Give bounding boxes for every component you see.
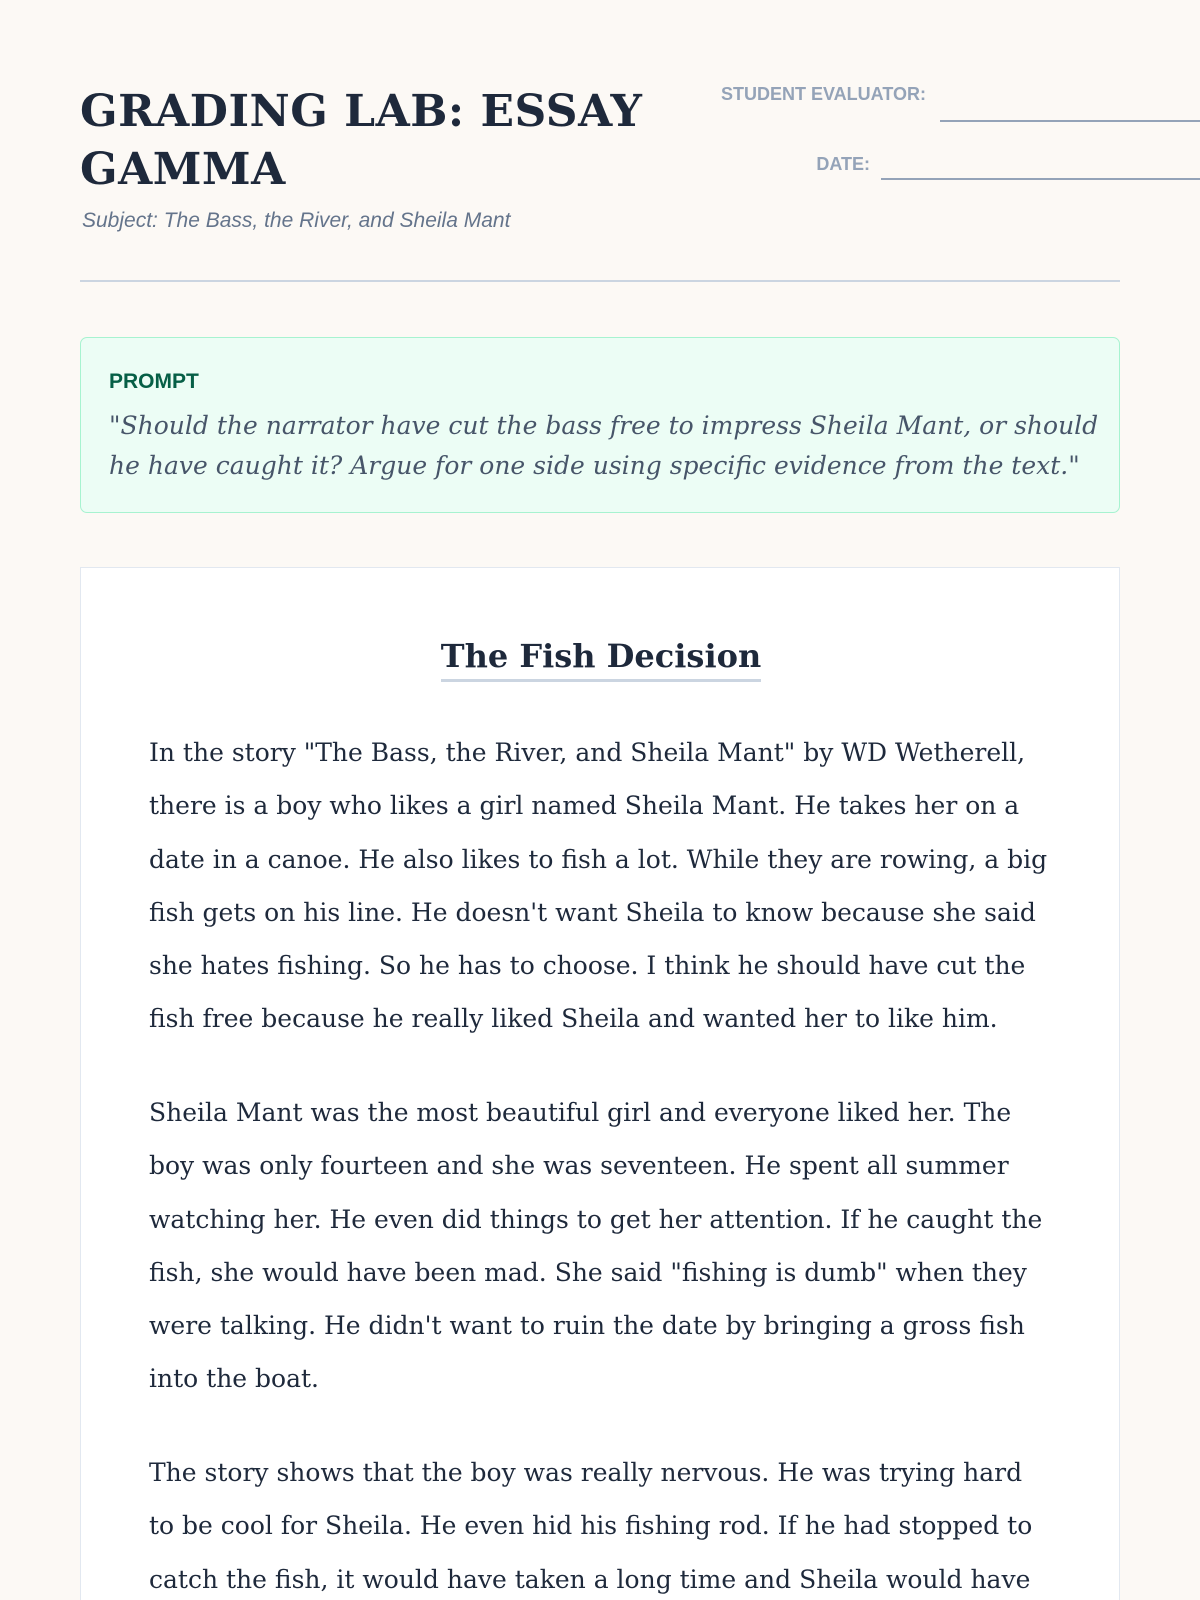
date-label: DATE:	[816, 154, 870, 174]
essay-paragraph-3: The story shows that the boy was really nervous. He was trying hard to be cool for Sheila. He even hid his fishing rod. If he had stopped to catch the fish, it would have taken a long time and Sheila would have	[149, 1458, 1033, 1594]
page-title: GRADING LAB: ESSAY GAMMA	[80, 86, 643, 195]
essay-paragraph-2: Sheila Mant was the most beautiful girl and everyone liked her. The boy was only fourteen and she was seventeen. He spent all summer watching her. He even did things to get her attention. If he caught the fish, she would have been mad. She said "fishing is dumb" when they were talking. He didn't want to ruin the date by bringing a gross fish into the boat.	[149, 1098, 1043, 1394]
prompt-text: "Should the narrator have cut the bass free to impress Sheila Mant, or should he have caught it? Argue for one side using specific evidence from the text."	[109, 411, 1099, 480]
date-field[interactable]	[881, 178, 1200, 180]
student-evaluator-label: STUDENT EVALUATOR:	[721, 84, 926, 104]
prompt-label: PROMPT	[109, 370, 199, 393]
student-evaluator-field[interactable]	[940, 120, 1200, 122]
essay-paragraph-1: In the story "The Bass, the River, and Sheila Mant" by WD Wetherell, there is a boy who likes a girl named Sheila Mant. He takes her on a date in a canoe. He also likes to fish a lot. While they are rowing, a big fish gets on his line. He doesn't want Sheila to know because she said she hates fishing. So he has to choose. I think he should have cut the fish free because he really liked Sheila and wanted her to like him.	[149, 738, 1048, 1034]
prompt-box	[80, 337, 1120, 513]
subject-line: Subject: The Bass, the River, and Sheila Mant	[82, 209, 511, 232]
essay-title: The Fish Decision	[441, 634, 761, 682]
essay-title-wrapper	[81, 634, 1121, 682]
essay-card	[80, 567, 1120, 1600]
worksheet-header	[80, 80, 1120, 282]
